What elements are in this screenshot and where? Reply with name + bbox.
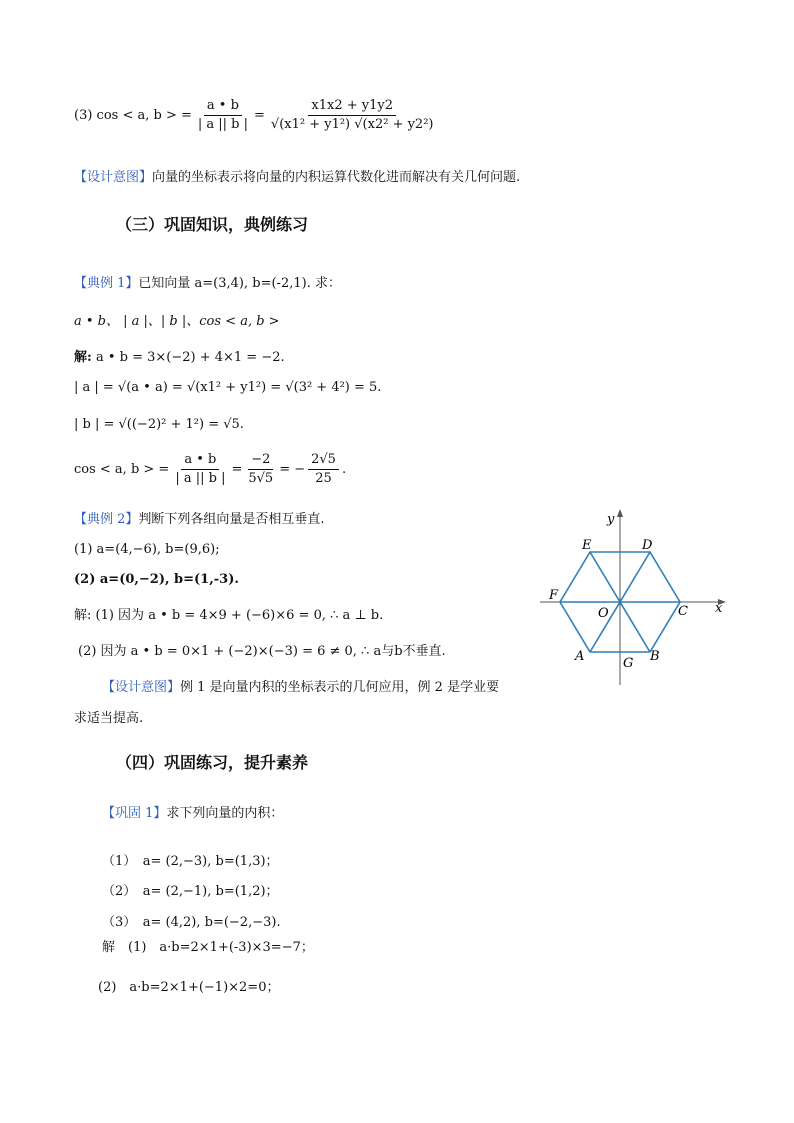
design-intent-tag: 【设计意图】 — [74, 170, 153, 185]
practice-1-prompt — [102, 802, 283, 821]
label-o: O — [598, 606, 609, 621]
design-intent-text: 例 1 是向量内积的坐标表示的几何应用，例 2 是学业要 — [180, 680, 500, 695]
solution-4-left: cos < a, b > = — [74, 462, 170, 477]
example-2-question-2: (2) a=(0,−2), b=(1,-3). — [74, 572, 239, 587]
example-1-solution-3: | b | = √((−2)² + 1²) = √5. — [74, 417, 244, 432]
practice-1-tag: 【巩固 1】 — [102, 806, 167, 821]
fraction-numerator: −2 — [248, 452, 273, 470]
example-1-solution-2: | a | = √(a • a) = √(x1² + y1²) = √(3² + 4²) = 5. — [74, 380, 382, 395]
fraction-denominator: 5√5 — [248, 471, 274, 486]
example-1-solution-4: cos < a, b > = $\frac{a • b}{| a || b |}$ = $\frac{-2}{5√5}$ = − $\frac{2√5}{25}$ . — [74, 452, 347, 486]
fraction-numerator: a • b — [204, 98, 242, 116]
example-1-tag: 【典例 1】 — [74, 276, 139, 291]
practice-1-solution-1: 解 (1) a·b=2×1+(-3)×3=−7； — [102, 940, 314, 955]
solution-4-fraction-2 — [245, 452, 276, 487]
axis-label-x: x — [715, 601, 723, 616]
label-d: D — [642, 538, 653, 553]
fraction-numerator: 2√5 — [308, 452, 339, 470]
label-f: F — [549, 588, 559, 603]
y-axis-arrow — [617, 509, 623, 517]
section-4-title: （四）巩固练习，提升素养 — [116, 753, 309, 772]
practice-1-solution-2: (2) a·b=2×1+(−1)×2=0； — [98, 980, 280, 995]
fraction-denominator: | a || b | — [175, 471, 226, 486]
example-2-prompt — [74, 508, 325, 527]
example-1-solution-1 — [74, 346, 285, 365]
example-2-text: 判断下列各组向量是否相互垂直. — [138, 512, 325, 527]
example-2-question-1: (1) a=(4,−6), b=(9,6); — [74, 542, 220, 557]
label-g: G — [623, 656, 634, 671]
fraction-denominator: | a || b | — [197, 117, 248, 132]
fraction-numerator: x1x2 + y1y2 — [308, 98, 396, 116]
formula-3-label: (3) cos < a, b > = — [74, 108, 192, 123]
axis-label-y: y — [607, 512, 615, 527]
practice-1-item-1: （1） a= (2,−3), b=(1,3)； — [102, 854, 279, 869]
example-2-tag: 【典例 2】 — [74, 512, 139, 527]
equals-sign: = — [254, 108, 265, 123]
design-intent-tag: 【设计意图】 — [102, 680, 181, 695]
design-intent-2-continued: 求适当提高. — [74, 711, 144, 726]
example-1-items: a • b、 | a |、| b |、cos < a, b > — [74, 314, 280, 329]
formula-3 — [74, 98, 440, 133]
practice-1-item-3: （3） a= (4,2), b=(−2,−3). — [102, 915, 281, 930]
fraction-numerator: a • b — [181, 452, 219, 470]
fraction-denominator: √(x1² + y1²) √(x2² + y2²) — [270, 117, 434, 132]
example-2-answer-1: 解: (1) 因为 a • b = 4×9 + (−6)×6 = 0, ∴ a ⊥ b. — [74, 608, 384, 623]
section-3-title: （三）巩固知识，典例练习 — [116, 215, 309, 234]
example-1-text: 已知向量 a=(3,4), b=(-2,1). 求： — [138, 276, 341, 291]
design-intent-2 — [102, 676, 499, 695]
label-a: A — [575, 649, 585, 664]
label-b: B — [650, 649, 660, 664]
design-intent-text: 向量的坐标表示将向量的内积运算代数化进而解决有关几何问题. — [152, 170, 521, 185]
label-c: C — [678, 604, 688, 619]
solution-label: 解: — [74, 350, 92, 365]
design-intent-1 — [74, 166, 520, 185]
hexagon-diagram — [530, 505, 740, 690]
fraction-denominator: 25 — [315, 471, 332, 486]
label-e: E — [582, 538, 592, 553]
solution-line: a • b = 3×(−2) + 4×1 = −2. — [95, 350, 285, 365]
practice-1-item-2: （2） a= (2,−1), b=(1,2)； — [102, 884, 279, 899]
formula-3-fraction-2 — [268, 98, 437, 133]
solution-4-fraction-1 — [172, 452, 228, 487]
formula-3-fraction-1 — [195, 98, 251, 133]
example-1-prompt — [74, 272, 341, 291]
practice-1-text: 求下列向量的内积： — [166, 806, 284, 821]
example-2-answer-2: (2) 因为 a • b = 0×1 + (−2)×(−3) = 6 ≠ 0, ∴ a与b不垂直. — [78, 644, 446, 659]
solution-4-fraction-3 — [308, 452, 339, 487]
